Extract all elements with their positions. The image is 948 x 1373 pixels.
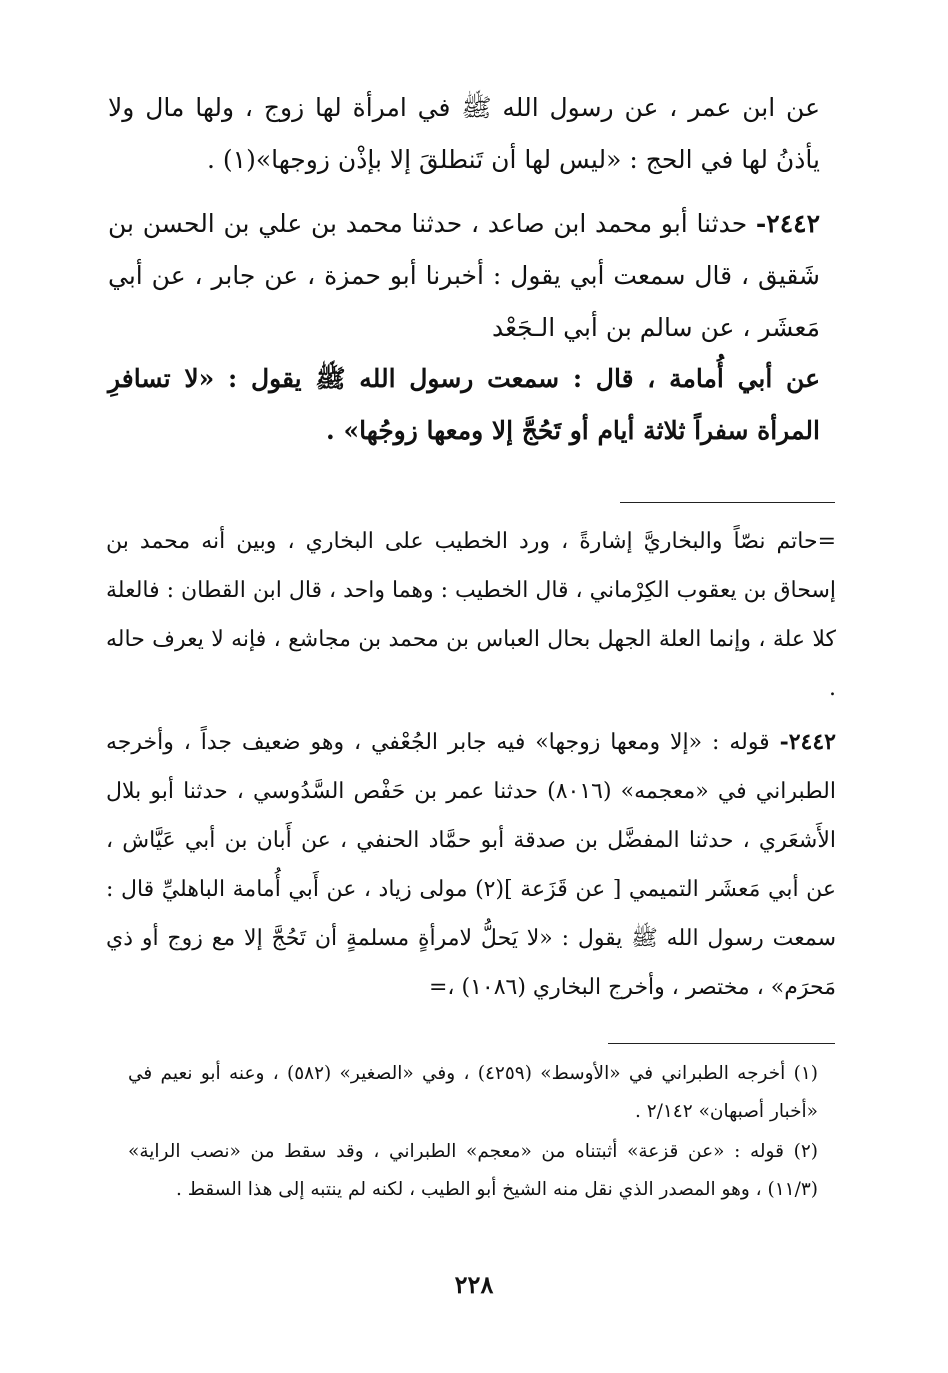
footnote-2-text: قوله : «عن قزعة» أثبتناه من «معجم» الطبراني ، وقد سقط من «نصب الراية» (١١/٣) ، وهو المصدر الذي نقل منه الشيخ أبو الطيب ، لكنه لم ينتبه إلى هذا السقط . — [128, 1141, 818, 1200]
page-number: ٢٢٨ — [454, 1270, 494, 1299]
hadith-number: ٢٤٤٢- — [755, 209, 820, 238]
footnote-separator — [608, 1043, 835, 1044]
commentary-note — [106, 718, 836, 1012]
footnote-2 — [128, 1133, 818, 1209]
note-text: قوله : «إلا ومعها زوجها» فيه جابر الجُعْفي ، وهو ضعيف جداً ، وأخرجه الطبراني في «معجمه» (٨٠١٦) حدثنا عمر بن حَفْص السَّدُوسي ، حدثنا أبو بلال الأَشعَري ، حدثنا المفضَّل بن صدقة أبو حمَّاد الحنفي ، عن أَبان بن أبي عَيَّاش ، عن أبي مَعشَر التميمي [ عن قَزَعة ](٢) مولى زياد ، عن أَبي أُمامة الباهليِّ قال : سمعت رسول الله ﷺ يقول : «لا يَحلُّ لامرأةٍ مسلمةٍ أن تَحُجَّ إلا مع زوج أو ذي مَحرَم» ، مختصر ، وأخرج البخاري (١٠٨٦) ، — [106, 730, 836, 1000]
footnote-1 — [128, 1055, 818, 1131]
continues-marker: = — [428, 975, 448, 1000]
isnad-text: حدثنا أبو محمد ابن صاعد ، حدثنا محمد بن علي بن الحسن بن شَقيق ، قال سمعت أبي يقول : أخبرنا أبو حمزة ، عن جابر ، عن أبي مَعشَر ، عن سالم بن أبي الـجَعْد — [108, 209, 820, 342]
footnote-2-marker: (٢) — [793, 1141, 818, 1162]
main-text-para1: عن ابن عمر ، عن رسول الله ﷺ في امرأة لها زوج ، ولها مال ولا يأذنُ لها في الحج : «ليس لها أن تَنطلقَ إلا بإذْن زوجها»(١) . — [108, 93, 820, 174]
hadith-isnad — [108, 198, 820, 354]
matn-text: عن أبي أُمامة ، قال : سمعت رسول الله ﷺ يقول : «لا تسافرِ المرأة سفراً ثلاثة أيام أو تَحُجَّ إلا ومعها زوجُها» . — [108, 364, 820, 445]
commentary-continued — [106, 517, 836, 713]
footnote-1-text: أخرجه الطبراني في «الأوسط» (٤٢٥٩) ، وفي «الصغير» (٥٨٢) ، وعنه أبو نعيم في «أخبار أصبهان» ٢/١٤٢ . — [128, 1063, 818, 1122]
continuation-marker: = — [817, 529, 836, 554]
main-paragraph-1 — [108, 82, 820, 186]
commentary-separator — [620, 502, 835, 503]
note-number: ٢٤٤٢- — [779, 729, 836, 755]
commentary-continued-text: حاتم نصّاً والبخاريَّ إشارةً ، ورد الخطيب على البخاري ، وبين أنه محمد بن إسحاق بن يعقوب الكِرْماني ، قال الخطيب : وهما واحد ، قال ابن القطان : فالعلة كلا علة ، وإنما العلة الجهل بحال العباس بن محمد بن مجاشع ، فإنه لا يعرف حاله . — [106, 529, 836, 701]
footnote-1-marker: (١) — [793, 1063, 818, 1084]
hadith-matn — [108, 353, 820, 457]
